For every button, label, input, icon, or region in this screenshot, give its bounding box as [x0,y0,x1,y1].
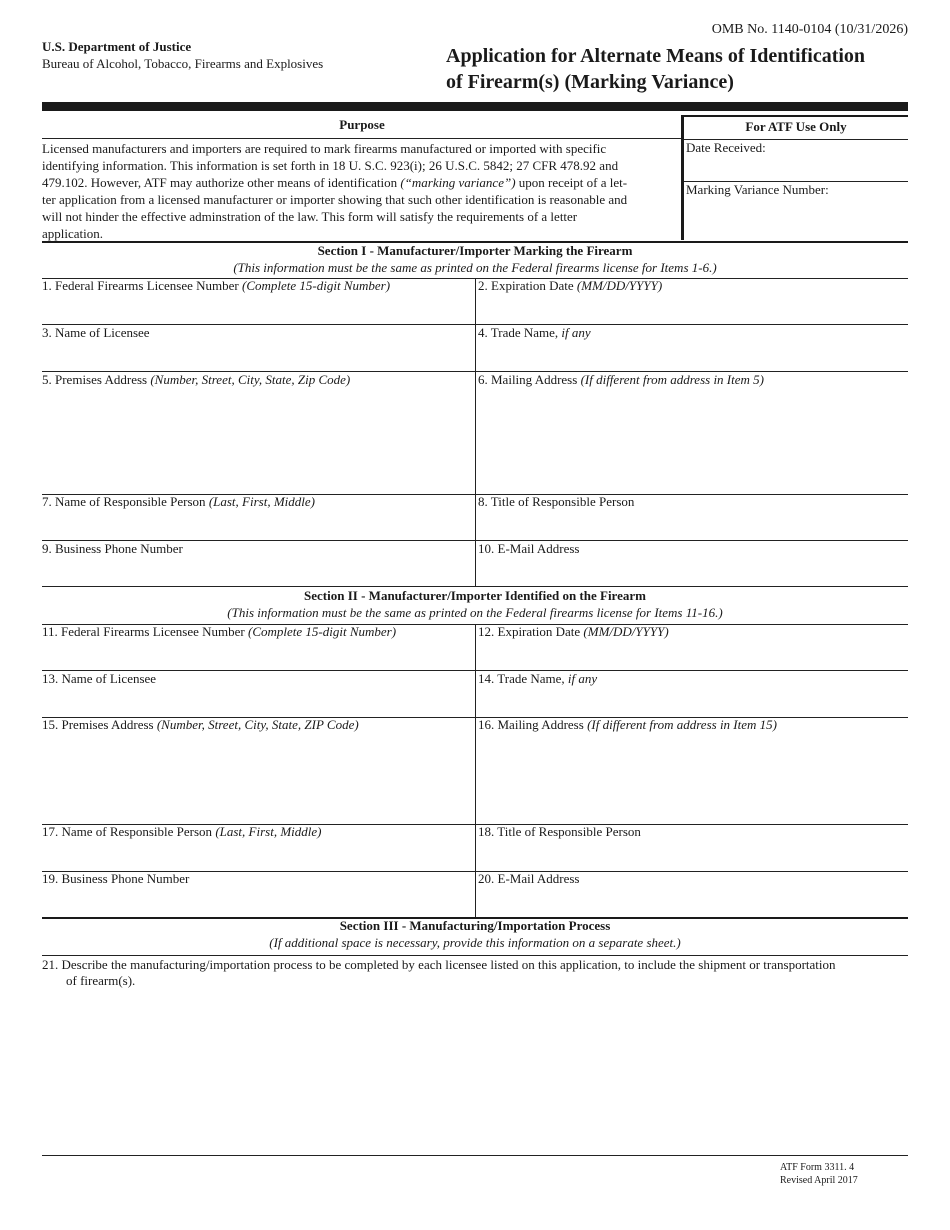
section1-title: Section I - Manufacturer/Importer Marking the Firearm [317,243,633,258]
item-hint: if any [567,671,598,686]
section2-subtitle: (This information must be the same as printed on the Federal firearms license for Items 11-16.) [227,605,723,620]
form-title [446,43,865,95]
item-hint: (If different from address in Item 5) [580,372,764,387]
item-label-text: 17. Name of Responsible Person [42,824,216,839]
section3-title: Section III - Manufacturing/Importation Process [339,918,611,933]
purpose-line [42,174,682,191]
item-label-text: 7. Name of Responsible Person [42,494,209,509]
item-hint: if any [561,325,591,340]
purpose-line: Licensed manufacturers and importers are required to mark firearms manufactured or imported with specific [42,141,607,156]
item-6-label [478,372,764,387]
item-1-label [42,278,390,293]
item-8-label [478,494,634,509]
item-9-field[interactable] [42,558,474,585]
footer-rule [42,1155,908,1156]
item-hint: (Last, First, Middle) [208,494,315,509]
item-18-field[interactable] [477,841,908,870]
item-14-field[interactable] [477,688,908,716]
item-13-label [42,671,156,686]
section2-caption [42,587,908,621]
section1-caption [42,242,908,276]
item-label-text: 11. Federal Firearms Licensee Number [42,624,249,639]
item-label-text: 12. Expiration Date [478,624,584,639]
purpose-line: identifying information. This information is set forth in 18 U. S.C. 923(i); 26 U.S.C. 5842; 27 CFR 478.92 and [42,158,619,173]
item-8-field[interactable] [477,511,908,539]
item-2-label [478,278,662,293]
item-14-label [478,671,597,686]
item-18-label [478,824,641,839]
item-15-label [42,717,359,732]
purpose-heading: Purpose [339,117,385,132]
bureau-name: Bureau of Alcohol, Tobacco, Firearms and Explosives [42,56,324,71]
item-hint: (Number, Street, City, State, ZIP Code) [156,717,359,732]
item-11-field[interactable] [42,641,474,669]
item-label-text: 19. Business Phone Number [42,871,190,886]
omb-number: OMB No. 1140-0104 (10/31/2026) [711,22,908,37]
item-17-field[interactable] [42,841,474,870]
item-19-field[interactable] [42,888,474,916]
item-label-text: 10. E-Mail Address [478,541,580,556]
item-4-label [478,325,591,340]
header-rule [42,102,908,111]
item-21-label [42,957,836,989]
item-4-field[interactable] [477,342,908,370]
atf-use-heading: For ATF Use Only [745,119,847,134]
item-hint: (Number, Street, City, State, Zip Code) [150,372,351,387]
revision-date: Revised April 2017 [780,1175,858,1186]
item-3-field[interactable] [42,342,474,370]
item-label-text: 1. Federal Firearms Licensee Number [42,278,242,293]
item-15-field[interactable] [42,734,474,823]
item-hint: (MM/DD/YYYY) [576,278,663,293]
variance-number-label: Marking Variance Number: [686,182,829,197]
item-12-field[interactable] [477,641,908,669]
item-2-field[interactable] [477,295,908,323]
section1-subtitle: (This information must be the same as printed on the Federal firearms license for Items 1-6.) [233,260,717,275]
item-16-field[interactable] [477,734,908,823]
item-19-label [42,871,189,886]
item-label-text: 2. Expiration Date [478,278,577,293]
item-label-text: 8. Title of Responsible Person [478,494,635,509]
item-label-text: 4. Trade Name, [478,325,562,340]
purpose-line-part: 479.102. However, ATF may authorize other means of identification [42,175,401,190]
item-label-text: 3. Name of Licensee [42,325,150,340]
item-5-field[interactable] [42,389,474,493]
purpose-line: ter application from a licensed manufacturer or importer showing that such other identification is reasonable and [42,192,628,207]
purpose-line: application. [42,226,104,241]
item-10-field[interactable] [477,558,908,585]
form-number: ATF Form 3311. 4 [780,1162,855,1173]
item-21-field[interactable] [42,992,908,1152]
item-1-field[interactable] [42,295,474,323]
date-received-field[interactable] [684,156,908,180]
item-label-text: 16. Mailing Address [478,717,588,732]
item-5-label [42,372,350,387]
item-label-text: 20. E-Mail Address [478,871,580,886]
column-divider [475,624,476,917]
purpose-line-italic: (“marking variance”) [400,175,516,190]
item-13-field[interactable] [42,688,474,716]
item-11-label [42,624,396,639]
item-label-text: 18. Title of Responsible Person [478,824,641,839]
section3-caption [42,917,908,951]
item-20-label [478,871,579,886]
purpose-line: will not hinder the effective adminstration of the law. This form will satisfy the requirements of a letter [42,209,578,224]
item-7-field[interactable] [42,511,474,539]
item-16-label [478,717,777,732]
item-label-text: 13. Name of Licensee [42,671,157,686]
item-hint: (Last, First, Middle) [215,824,322,839]
variance-number-field[interactable] [684,198,908,238]
purpose-heading-rule [42,138,682,139]
section2-title: Section II - Manufacturer/Importer Identified on the Firearm [304,588,646,603]
item-21-line2: of firearm(s). [66,973,136,988]
form-title-line2: of Firearm(s) (Marking Variance) [446,71,734,93]
date-received-label: Date Received: [686,140,766,155]
item-label-text: 9. Business Phone Number [42,541,183,556]
item-20-field[interactable] [477,888,908,916]
column-divider [475,278,476,586]
item-10-label [478,541,579,556]
section3-subtitle: (If additional space is necessary, provide this information on a separate sheet.) [269,935,681,950]
purpose-text [42,140,682,242]
item-21-line1: 21. Describe the manufacturing/importation process to be completed by each licensee listed on this application, to include the shipment or transportation [42,957,836,972]
item-label-text: 5. Premises Address [42,372,151,387]
item-label-text: 14. Trade Name, [478,671,568,686]
department-name: U.S. Department of Justice [42,39,192,54]
item-9-label [42,541,183,556]
item-hint: (If different from address in Item 15) [587,717,777,732]
item-3-label [42,325,150,340]
item-label-text: 6. Mailing Address [478,372,581,387]
item-label-text: 15. Premises Address [42,717,157,732]
item-12-label [478,624,669,639]
purpose-line-part: upon receipt of a let- [515,175,628,190]
item-6-field[interactable] [477,389,908,493]
row-rule [42,955,908,956]
item-hint: (Complete 15-digit Number) [241,278,391,293]
item-7-label [42,494,315,509]
item-hint: (MM/DD/YYYY) [583,624,669,639]
item-hint: (Complete 15-digit Number) [248,624,397,639]
form-title-line1: Application for Alternate Means of Identification [446,45,866,67]
item-17-label [42,824,321,839]
